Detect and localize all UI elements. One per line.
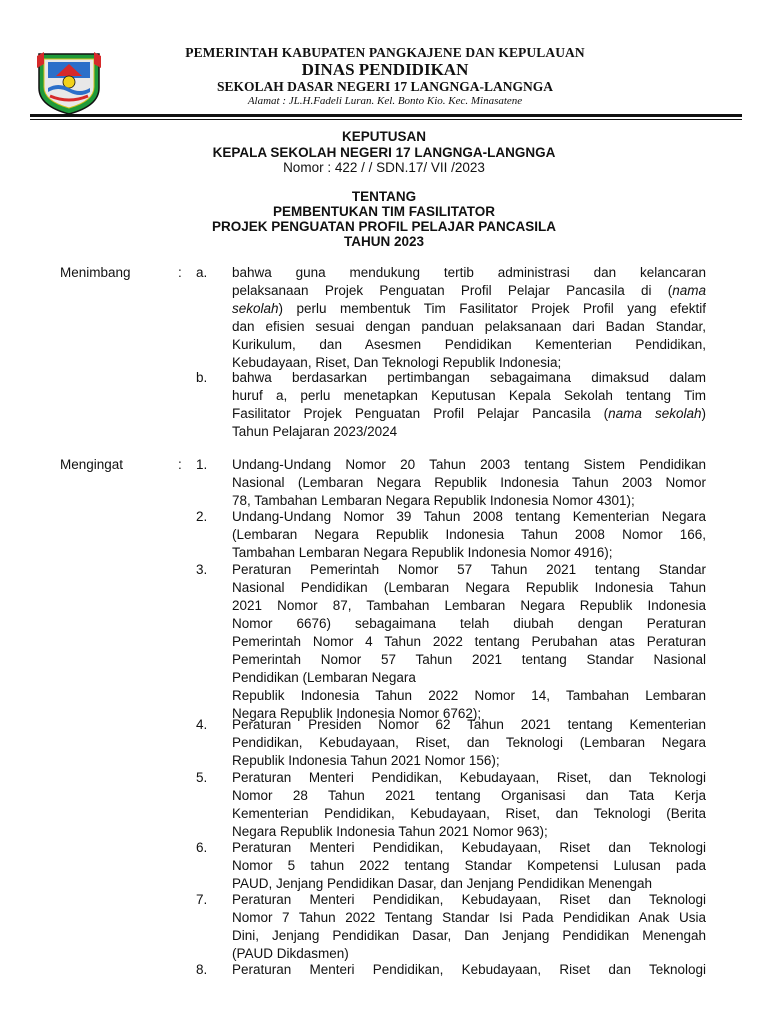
- text-line: Negara Republik Indonesia Nomor 6762);: [232, 706, 482, 721]
- mengingat-item: [232, 839, 706, 893]
- text-line: (PAUD Dikdasmen): [232, 946, 349, 961]
- text-line: dan efisien sesuai dengan panduan pelaksanaan dari Badan Standar,: [232, 319, 706, 334]
- decree-number: Nomor : 422 / / SDN.17/ VII /2023: [283, 160, 485, 175]
- section-label-mengingat: Mengingat: [60, 457, 124, 472]
- decree-subject-1: PEMBENTUKAN TIM FASILITATOR: [273, 204, 495, 219]
- mengingat-item: [232, 891, 706, 963]
- text-line: Nomor 7 Tahun 2022 Tentang Standar Isi Pada Pendidikan Anak Usia: [232, 910, 706, 925]
- item-marker: 6.: [196, 840, 208, 855]
- text-line: Peraturan Menteri Pendidikan, Kebudayaan, Riset dan Teknologi: [232, 840, 706, 855]
- text-line: Fasilitator Projek Penguatan Profil Pelajar Pancasila (nama sekolah): [232, 406, 706, 421]
- text-line: pelaksanaan Projek Penguatan Profil Pelajar Pancasila di (nama: [232, 283, 706, 298]
- letterhead-rule-thick: [30, 114, 742, 117]
- decree-subject-2: PROJEK PENGUATAN PROFIL PELAJAR PANCASILA: [211, 219, 557, 234]
- text-line: Pendidikan, Kebudayaan, Riset, dan Teknologi (Lembaran Negara: [232, 735, 706, 750]
- text-line: Peraturan Menteri Pendidikan, Kebudayaan, Riset dan Teknologi: [232, 962, 706, 977]
- text-line: Undang-Undang Nomor 20 Tahun 2003 tentang Sistem Pendidikan: [232, 457, 706, 472]
- section-colon: :: [178, 265, 182, 280]
- text-line: Republik Indonesia Tahun 2022 Nomor 14, Tambahan Lembaran: [232, 688, 706, 703]
- mengingat-item: [232, 456, 706, 510]
- text-line: Peraturan Menteri Pendidikan, Kebudayaan, Riset, dan Teknologi: [232, 770, 706, 785]
- text-line: Pemerintah Nomor 4 Tahun 2022 tentang Perubahan atas Peraturan: [232, 634, 706, 649]
- mengingat-item: [232, 769, 706, 841]
- text-line: 78, Tambahan Lembaran Negara Republik Indonesia Nomor 4301);: [232, 493, 635, 508]
- letterhead-government: PEMERINTAH KABUPATEN PANGKAJENE DAN KEPULAUAN: [185, 45, 585, 60]
- text-line: Peraturan Menteri Pendidikan, Kebudayaan, Riset dan Teknologi: [232, 892, 706, 907]
- text-line: Nomor 6676) sebagaimana telah diubah dengan Peraturan: [232, 616, 706, 631]
- text-line: Nomor 5 tahun 2022 tentang Standar Kompetensi Lulusan pada: [232, 858, 706, 873]
- item-marker: 2.: [196, 509, 208, 524]
- decree-about: TENTANG: [351, 189, 417, 204]
- menimbang-item-b: [232, 369, 706, 441]
- text-line: (Lembaran Negara Republik Indonesia Tahun 2008 Nomor 166,: [232, 527, 706, 542]
- text-line: huruf a, perlu menetapkan Keputusan Kepala Sekolah tentang Tim: [232, 388, 706, 403]
- letterhead-rule-thin: [30, 119, 742, 120]
- letterhead-agency: DINAS PENDIDIKAN: [301, 60, 469, 79]
- item-marker: 1.: [196, 457, 208, 472]
- text-line: Nasional Pendidikan (Lembaran Negara Republik Indonesia Tahun: [232, 580, 706, 595]
- text-line: PAUD, Jenjang Pendidikan Dasar, dan Jenjang Pendidikan Menengah: [232, 876, 653, 891]
- text-line: Kebudayaan, Riset, Dan Teknologi Republik Indonesia;: [232, 355, 562, 370]
- mengingat-item: [232, 961, 706, 979]
- item-marker-a: a.: [196, 265, 208, 280]
- decree-year: TAHUN 2023: [343, 234, 425, 249]
- section-label-menimbang: Menimbang: [60, 265, 131, 280]
- mengingat-item: [232, 561, 706, 723]
- text-line: sekolah) perlu membentuk Tim Fasilitator Projek Profil yang efektif: [232, 301, 706, 316]
- section-colon: :: [178, 457, 182, 472]
- item-marker: 3.: [196, 562, 208, 577]
- text-line: Pemerintah Nomor 57 Tahun 2021 tentang Standar Nasional: [232, 652, 706, 667]
- text-line: Kementerian Pendidikan, Kebudayaan, Riset, dan Teknologi (Berita: [232, 806, 706, 821]
- text-line: Tahun Pelajaran 2023/2024: [232, 424, 398, 439]
- text-line: Pendidikan (Lembaran Negara: [232, 670, 416, 685]
- item-marker: 8.: [196, 962, 208, 977]
- text-line: Kurikulum, dan Asesmen Pendidikan Kementerian Pendidikan,: [232, 337, 706, 352]
- text-line: Nasional (Lembaran Negara Republik Indonesia Tahun 2003 Nomor: [232, 475, 706, 490]
- menimbang-item-a: [232, 264, 706, 372]
- text-line: Nomor 28 Tahun 2021 tentang Organisasi dan Tata Kerja: [232, 788, 706, 803]
- text-line: Tambahan Lembaran Negara Republik Indonesia Nomor 4916);: [232, 545, 613, 560]
- text-line: Dini, Jenjang Pendidikan Dasar, Dan Jenjang Pendidikan Menengah: [232, 928, 706, 943]
- text-line: Peraturan Pemerintah Nomor 57 Tahun 2021 tentang Standar: [232, 562, 706, 577]
- mengingat-item: [232, 508, 706, 562]
- mengingat-item: [232, 716, 706, 770]
- text-line: bahwa berdasarkan pertimbangan sebagaimana dimaksud dalam: [232, 370, 706, 385]
- item-marker: 7.: [196, 892, 208, 907]
- letterhead-school: SEKOLAH DASAR NEGERI 17 LANGNGA-LANGNGA: [216, 79, 554, 94]
- text-line: Undang-Undang Nomor 39 Tahun 2008 tentang Kementerian Negara: [232, 509, 706, 524]
- regency-emblem-icon: [34, 48, 104, 116]
- text-line: bahwa guna mendukung tertib administrasi dan kelancaran: [232, 265, 706, 280]
- item-marker: 4.: [196, 717, 208, 732]
- text-line: Republik Indonesia Tahun 2021 Nomor 156);: [232, 753, 500, 768]
- item-marker-b: b.: [196, 370, 208, 385]
- decree-title: KEPUTUSAN: [341, 129, 426, 144]
- text-line: Peraturan Presiden Nomor 62 Tahun 2021 tentang Kementerian: [232, 717, 706, 732]
- text-line: Negara Republik Indonesia Tahun 2021 Nomor 963);: [232, 824, 548, 839]
- text-line: 2021 Nomor 87, Tambahan Lembaran Negara Republik Indonesia: [232, 598, 706, 613]
- letterhead-address: Alamat : JL.H.Fadeli Luran. Kel. Bonto Kio. Kec. Minasatene: [247, 95, 523, 107]
- item-marker: 5.: [196, 770, 208, 785]
- decree-issuer: KEPALA SEKOLAH NEGERI 17 LANGNGA-LANGNGA: [212, 145, 556, 160]
